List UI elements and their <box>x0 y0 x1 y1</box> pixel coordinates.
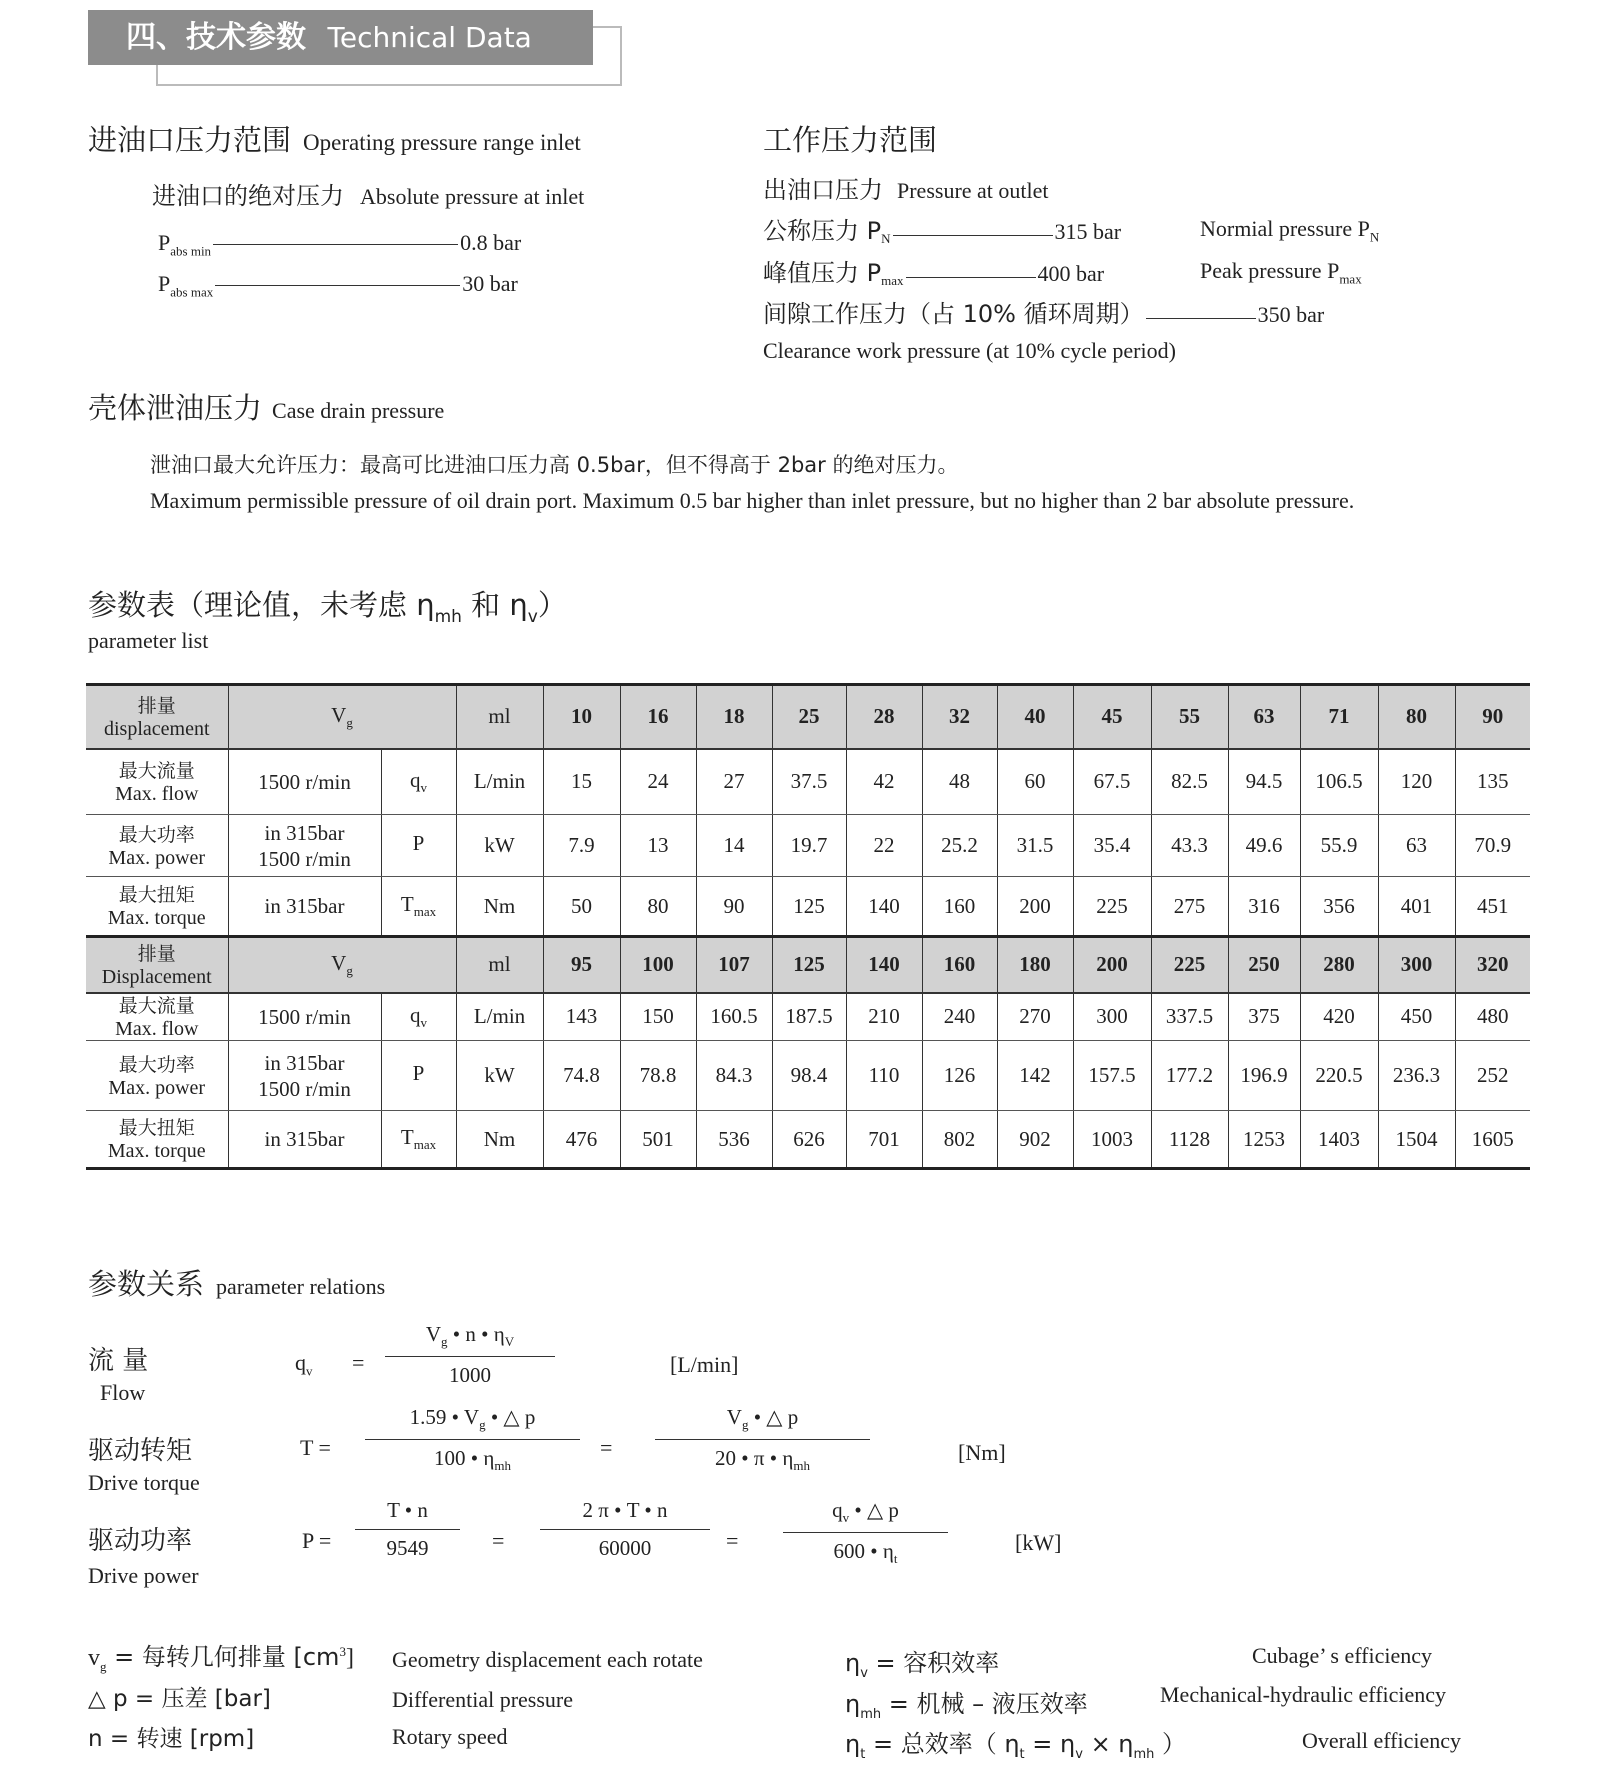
value-cell: 125 <box>772 877 846 937</box>
parameter-table <box>86 683 1530 1170</box>
legend-etamh-en: Mechanical-hydraulic efficiency <box>1160 1682 1447 1707</box>
flow-label-zh: 流 量 <box>88 1346 149 1376</box>
section-banner <box>88 10 593 65</box>
displacement-value: 125 <box>772 937 846 993</box>
value-cell: 35.4 <box>1073 815 1151 877</box>
unit-cell: L/min <box>456 749 543 815</box>
legend-etamh: $\eta_{mh}$ = 机械 – 液压效率 <box>845 1690 1088 1722</box>
value-cell: 25.2 <box>922 815 997 877</box>
power-lhs: P = <box>302 1528 332 1553</box>
value-cell: 110 <box>846 1041 922 1111</box>
value-cell: 626 <box>772 1111 846 1169</box>
unit-cell: kW <box>456 815 543 877</box>
value-cell: 150 <box>620 993 696 1041</box>
legend-vg-en: Geometry displacement each rotate <box>392 1647 703 1672</box>
displacement-value: 140 <box>846 937 922 993</box>
displacement-value: 16 <box>620 685 696 749</box>
header-label-cell: 排量 Displacement <box>86 937 228 993</box>
value-cell: 19.7 <box>772 815 846 877</box>
value-cell: 270 <box>997 993 1073 1041</box>
flow-lhs: $q_v$ <box>295 1350 313 1379</box>
displacement-value: 25 <box>772 685 846 749</box>
torque-eq2: = <box>600 1435 613 1460</box>
legend-n: n = 转速 [rpm] <box>88 1726 255 1752</box>
value-cell: 337.5 <box>1151 993 1228 1041</box>
value-cell: 480 <box>1455 993 1530 1041</box>
condition-cell: in 315bar 1500 r/min <box>228 815 381 877</box>
value-cell: 451 <box>1455 877 1530 937</box>
value-cell: 7.9 <box>543 815 620 877</box>
power-eq2: = <box>492 1528 505 1553</box>
row-label-cell: 最大流量 Max. flow <box>86 993 228 1041</box>
param-list-heading: 参数表（理论值，未考虑 $\eta_{mh}$ 和 $\eta_v$） <box>88 588 567 627</box>
condition-cell: in 315bar 1500 r/min <box>228 1041 381 1111</box>
displacement-value: 200 <box>1073 937 1151 993</box>
value-cell: 196.9 <box>1228 1041 1300 1111</box>
value-cell: 501 <box>620 1111 696 1169</box>
drain-heading: 壳体泄油压力 Case drain pressure <box>88 391 445 425</box>
value-cell: 236.3 <box>1378 1041 1455 1111</box>
row-label-cell: 最大功率 Max. power <box>86 815 228 877</box>
legend-etat: $\eta_t$ = 总效率（ $\eta_t = \eta_v \times \eta_{mh}$ ） <box>845 1730 1187 1762</box>
value-cell: 37.5 <box>772 749 846 815</box>
displacement-value: 10 <box>543 685 620 749</box>
value-cell: 60 <box>997 749 1073 815</box>
table-row <box>86 1111 1530 1169</box>
clearance-line: 间隙工作压力（占 10% 循环周期） 350 bar <box>763 300 1325 328</box>
displacement-value: 55 <box>1151 685 1228 749</box>
flow-fraction: $\frac{V_g • n • \eta_V}{1000}$ <box>385 1322 555 1388</box>
flow-eq: = <box>352 1350 365 1375</box>
legend-dp-en: Differential pressure <box>392 1687 574 1712</box>
torque-fraction-2: $V_g$ • △ p 20 • π • $\eta_{mh}$ <box>655 1405 870 1474</box>
drain-desc-zh: 泄油口最大允许压力：最高可比进油口压力高 0.5bar，但不得高于 2bar 的绝对压力。 <box>150 453 959 477</box>
nominal-line: 公称压力 $P_N$ 315 bar <box>763 217 1122 247</box>
value-cell: 67.5 <box>1073 749 1151 815</box>
value-cell: 802 <box>922 1111 997 1169</box>
value-cell: 252 <box>1455 1041 1530 1111</box>
value-cell: 701 <box>846 1111 922 1169</box>
value-cell: 74.8 <box>543 1041 620 1111</box>
table-header-row <box>86 937 1530 993</box>
unit-cell: Nm <box>456 877 543 937</box>
flow-label-en: Flow <box>100 1380 146 1405</box>
value-cell: 177.2 <box>1151 1041 1228 1111</box>
relations-heading: 参数关系 parameter relations <box>88 1267 386 1301</box>
header-unit-cell: ml <box>456 937 543 993</box>
power-label-en: Drive power <box>88 1563 199 1588</box>
value-cell: 126 <box>922 1041 997 1111</box>
value-cell: 27 <box>696 749 772 815</box>
header-label-cell: 排量 displacement <box>86 685 228 749</box>
table-row <box>86 993 1530 1041</box>
table-row <box>86 1041 1530 1111</box>
value-cell: 1403 <box>1300 1111 1378 1169</box>
legend-etat-en: Overall efficiency <box>1302 1728 1462 1753</box>
displacement-value: 100 <box>620 937 696 993</box>
value-cell: 240 <box>922 993 997 1041</box>
displacement-value: 95 <box>543 937 620 993</box>
value-cell: 42 <box>846 749 922 815</box>
displacement-value: 300 <box>1378 937 1455 993</box>
torque-label-zh: 驱动转矩 <box>88 1436 193 1466</box>
legend-vg: $v_g$ = 每转几何排量 $[cm^3]$ <box>88 1643 354 1674</box>
value-cell: 22 <box>846 815 922 877</box>
symbol-cell: $T_{max}$ <box>381 877 456 937</box>
table-row <box>86 877 1530 937</box>
header-symbol-cell: $V_g$ <box>228 685 456 749</box>
torque-label-en: Drive torque <box>88 1470 200 1495</box>
peak-en: Peak pressure $P_{max}$ <box>1200 258 1362 287</box>
unit-cell: Nm <box>456 1111 543 1169</box>
symbol-cell: $q_v$ <box>381 993 456 1041</box>
drain-desc-en: Maximum permissible pressure of oil drain port. Maximum 0.5 bar higher than inlet pressure, but no higher than 2 bar absolute pressure. <box>150 488 1355 513</box>
symbol-cell: $T_{max}$ <box>381 1111 456 1169</box>
value-cell: 160 <box>922 877 997 937</box>
outlet-line: 出油口压力 Pressure at outlet <box>763 176 1049 204</box>
value-cell: 157.5 <box>1073 1041 1151 1111</box>
nominal-en: Normial pressure $P_N$ <box>1200 216 1380 245</box>
power-fraction-1: $\frac{T • n}{9549}$ <box>355 1498 460 1561</box>
displacement-value: 40 <box>997 685 1073 749</box>
value-cell: 135 <box>1455 749 1530 815</box>
value-cell: 98.4 <box>772 1041 846 1111</box>
param-list-en: parameter list <box>88 628 209 653</box>
displacement-value: 18 <box>696 685 772 749</box>
value-cell: 316 <box>1228 877 1300 937</box>
legend-etav: $\eta_v$ = 容积效率 <box>845 1649 1000 1681</box>
displacement-value: 45 <box>1073 685 1151 749</box>
table-row <box>86 749 1530 815</box>
displacement-value: 160 <box>922 937 997 993</box>
value-cell: 225 <box>1073 877 1151 937</box>
value-cell: 476 <box>543 1111 620 1169</box>
displacement-value: 180 <box>997 937 1073 993</box>
inlet-max-line: $P_{abs max}$ 30 bar <box>158 271 518 300</box>
symbol-cell: P <box>381 1041 456 1111</box>
value-cell: 84.3 <box>696 1041 772 1111</box>
displacement-value: 32 <box>922 685 997 749</box>
banner-title-zh: 四、技术参数 <box>126 20 306 55</box>
value-cell: 200 <box>997 877 1073 937</box>
value-cell: 50 <box>543 877 620 937</box>
power-fraction-2: $\frac{2 \pi • T • n}{60000}$ <box>540 1498 710 1561</box>
condition-cell: 1500 r/min <box>228 749 381 815</box>
header-unit-cell: ml <box>456 685 543 749</box>
value-cell: 43.3 <box>1151 815 1228 877</box>
value-cell: 120 <box>1378 749 1455 815</box>
value-cell: 300 <box>1073 993 1151 1041</box>
value-cell: 902 <box>997 1111 1073 1169</box>
value-cell: 48 <box>922 749 997 815</box>
value-cell: 187.5 <box>772 993 846 1041</box>
row-label-cell: 最大扭矩 Max. torque <box>86 1111 228 1169</box>
value-cell: 275 <box>1151 877 1228 937</box>
power-fraction-3: $\frac{q_v • \triangle p}{600 • \eta_t}$ <box>783 1498 948 1567</box>
banner-title-en: Technical Data <box>327 21 532 54</box>
inlet-min-line: $P_{abs min}$ 0.8 bar <box>158 230 522 259</box>
displacement-value: 320 <box>1455 937 1530 993</box>
value-cell: 1504 <box>1378 1111 1455 1169</box>
row-label-cell: 最大流量 Max. flow <box>86 749 228 815</box>
power-label-zh: 驱动功率 <box>88 1526 193 1556</box>
value-cell: 70.9 <box>1455 815 1530 877</box>
value-cell: 80 <box>620 877 696 937</box>
condition-cell: in 315bar <box>228 877 381 937</box>
value-cell: 142 <box>997 1041 1073 1111</box>
inlet-heading: 进油口压力范围 Operating pressure range inlet <box>88 123 581 157</box>
flow-unit: [L/min] <box>670 1352 739 1377</box>
table-row <box>86 815 1530 877</box>
symbol-cell: P <box>381 815 456 877</box>
value-cell: 210 <box>846 993 922 1041</box>
value-cell: 140 <box>846 877 922 937</box>
power-eq3: = <box>726 1528 739 1553</box>
value-cell: 1253 <box>1228 1111 1300 1169</box>
value-cell: 14 <box>696 815 772 877</box>
row-label-cell: 最大功率 Max. power <box>86 1041 228 1111</box>
inlet-abs-heading: 进油口的绝对压力 Absolute pressure at inlet <box>152 182 585 210</box>
legend-dp: △ p = 压差 [bar] <box>88 1686 271 1712</box>
legend-n-en: Rotary speed <box>392 1724 508 1749</box>
value-cell: 63 <box>1378 815 1455 877</box>
value-cell: 356 <box>1300 877 1378 937</box>
displacement-value: 80 <box>1378 685 1455 749</box>
unit-cell: L/min <box>456 993 543 1041</box>
symbol-cell: $q_v$ <box>381 749 456 815</box>
displacement-value: 250 <box>1228 937 1300 993</box>
header-symbol-cell: $V_g$ <box>228 937 456 993</box>
displacement-value: 28 <box>846 685 922 749</box>
value-cell: 1003 <box>1073 1111 1151 1169</box>
value-cell: 55.9 <box>1300 815 1378 877</box>
value-cell: 31.5 <box>997 815 1073 877</box>
value-cell: 375 <box>1228 993 1300 1041</box>
value-cell: 94.5 <box>1228 749 1300 815</box>
peak-line: 峰值压力 $P_{max}$ 400 bar <box>763 259 1105 289</box>
value-cell: 1128 <box>1151 1111 1228 1169</box>
displacement-value: 63 <box>1228 685 1300 749</box>
value-cell: 15 <box>543 749 620 815</box>
value-cell: 160.5 <box>696 993 772 1041</box>
displacement-value: 90 <box>1455 685 1530 749</box>
value-cell: 536 <box>696 1111 772 1169</box>
value-cell: 450 <box>1378 993 1455 1041</box>
value-cell: 24 <box>620 749 696 815</box>
value-cell: 82.5 <box>1151 749 1228 815</box>
displacement-value: 71 <box>1300 685 1378 749</box>
torque-unit: [Nm] <box>958 1440 1006 1465</box>
value-cell: 143 <box>543 993 620 1041</box>
unit-cell: kW <box>456 1041 543 1111</box>
condition-cell: in 315bar <box>228 1111 381 1169</box>
row-label-cell: 最大扭矩 Max. torque <box>86 877 228 937</box>
value-cell: 420 <box>1300 993 1378 1041</box>
displacement-value: 107 <box>696 937 772 993</box>
clearance-en: Clearance work pressure (at 10% cycle period) <box>763 338 1176 363</box>
displacement-value: 280 <box>1300 937 1378 993</box>
power-unit: [kW] <box>1015 1530 1062 1555</box>
value-cell: 220.5 <box>1300 1041 1378 1111</box>
torque-fraction-1: 1.59 • $V_g$ • △ p 100 • $\eta_{mh}$ <box>365 1405 580 1474</box>
value-cell: 106.5 <box>1300 749 1378 815</box>
value-cell: 90 <box>696 877 772 937</box>
value-cell: 49.6 <box>1228 815 1300 877</box>
torque-lhs: T = <box>300 1435 331 1460</box>
value-cell: 13 <box>620 815 696 877</box>
legend-etav-en: Cubage’ s efficiency <box>1252 1643 1432 1668</box>
displacement-value: 225 <box>1151 937 1228 993</box>
value-cell: 1605 <box>1455 1111 1530 1169</box>
table-header-row <box>86 685 1530 749</box>
value-cell: 401 <box>1378 877 1455 937</box>
working-heading: 工作压力范围 <box>763 123 938 157</box>
condition-cell: 1500 r/min <box>228 993 381 1041</box>
value-cell: 78.8 <box>620 1041 696 1111</box>
